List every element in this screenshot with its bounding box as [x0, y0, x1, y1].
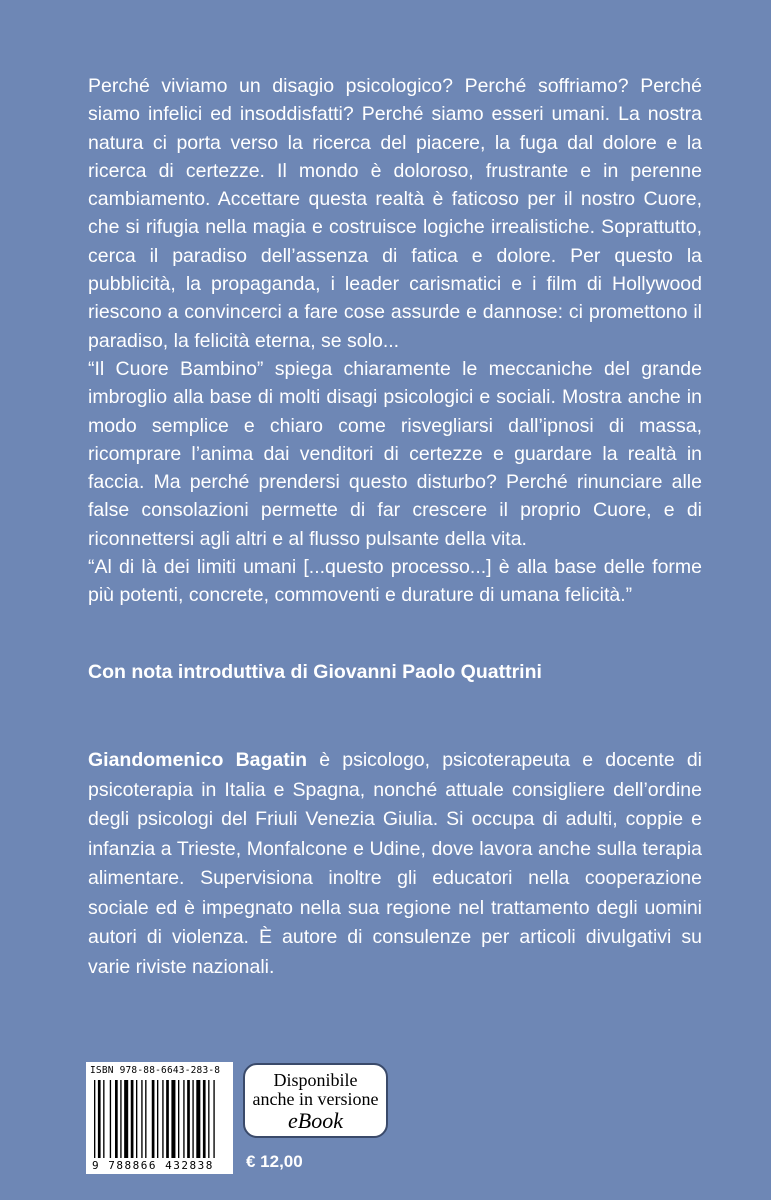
barcode-bar	[166, 1080, 169, 1158]
ebook-badge-line3: eBook	[288, 1108, 343, 1133]
author-bio-text: è psicologo, psicoterapeuta e docente di psicoterapia in Italia e Spagna, nonché attuale consigliere dell’ordine degli psicologi del Friuli Venezia Giulia. Si occupa di adulti, coppie e infanzia a Trieste, Monfalcone e Udine, dove lavora anche sulla terapia alimentare. Supervisiona inoltre gli educatori nella cooperazione sociale ed è impegnato nella sua regione nel trattamento degli uomini autori di violenza. È autore di consulenze per articoli divulgativi su varie riviste nazionali.	[88, 749, 702, 978]
barcode-bar	[203, 1080, 206, 1158]
barcode-bar	[141, 1080, 142, 1158]
author-name: Giandomenico Bagatin	[88, 749, 308, 771]
isbn-barcode	[86, 1062, 233, 1174]
barcode-bar	[131, 1080, 134, 1158]
barcode-bar	[208, 1080, 209, 1158]
barcode-bar	[178, 1080, 179, 1158]
barcode-bar	[157, 1080, 158, 1158]
barcode-bar	[196, 1080, 200, 1158]
barcode-bar	[162, 1080, 163, 1158]
book-blurb	[88, 72, 702, 610]
barcode-bar	[171, 1080, 175, 1158]
barcode-bar	[110, 1080, 111, 1158]
barcode-bar	[136, 1080, 137, 1158]
author-bio	[88, 746, 702, 982]
introduction-note: Con nota introduttiva di Giovanni Paolo Quattrini	[88, 661, 542, 683]
ean-number: 9 788866 432838	[92, 1159, 214, 1172]
ebook-badge	[243, 1063, 388, 1138]
barcode-bar	[98, 1080, 101, 1158]
blurb-paragraph-1: Perché viviamo un disagio psicologico? Perché soffriamo? Perché siamo infelici ed insoddisfatti? Perché siamo esseri umani. La nostra natura ci porta verso la ricerca del piacere, la fuga dal dolore e la ricerca di certezze. Il mondo è doloroso, frustrante e in perenne cambiamento. Accettare questa realtà è faticoso per il nostro Cuore, che si rifugia nella magia e costruisce logiche irrealistiche. Soprattutto, cerca il paradiso dell’assenza di fatica e dolore. Per questo la pubblicità, la propaganda, i leader carismatici e i film di Hollywood riescono a convincerci a fare cose assurde e dannose: ci promettono il paradiso, la felicità eterna, se solo...	[88, 75, 702, 352]
blurb-paragraph-2: “Il Cuore Bambino” spiega chiaramente le meccaniche del grande imbroglio alla base di molti disagi psicologici e sociali. Mostra anche in modo semplice e chiaro come risvegliarsi dall’ipnosi di massa, ricomprare l’anima dai venditori di certezze e guardare la realtà in faccia. Ma perché prendersi questo disturbo? Perché rinunciare alle false consolazioni permette di far crescere il proprio Cuore, e di riconnettersi agli altri e al flusso pulsante della vita.	[88, 357, 702, 550]
price-label: € 12,00	[246, 1152, 303, 1171]
barcode-bar	[124, 1080, 128, 1158]
barcode-bar	[145, 1080, 146, 1158]
ebook-badge-line2: anche in versione	[252, 1089, 379, 1109]
barcode-bar	[192, 1080, 193, 1158]
isbn-label: ISBN 978-88-6643-283-8	[90, 1065, 221, 1076]
barcode-bar	[94, 1080, 95, 1158]
barcode-bar	[213, 1080, 214, 1158]
barcode-bar	[115, 1080, 118, 1158]
ebook-badge-line1: Disponibile	[273, 1070, 358, 1090]
blurb-quote: “Al di là dei limiti umani [...questo processo...] è alla base delle forme più potenti, concrete, commoventi e durature di umana felicità.”	[88, 556, 702, 607]
barcode-bar	[152, 1080, 155, 1158]
barcode-bar	[183, 1080, 184, 1158]
barcode-bar	[187, 1080, 190, 1158]
barcode-bars	[92, 1080, 228, 1158]
barcode-bar	[120, 1080, 121, 1158]
barcode-bar	[103, 1080, 104, 1158]
